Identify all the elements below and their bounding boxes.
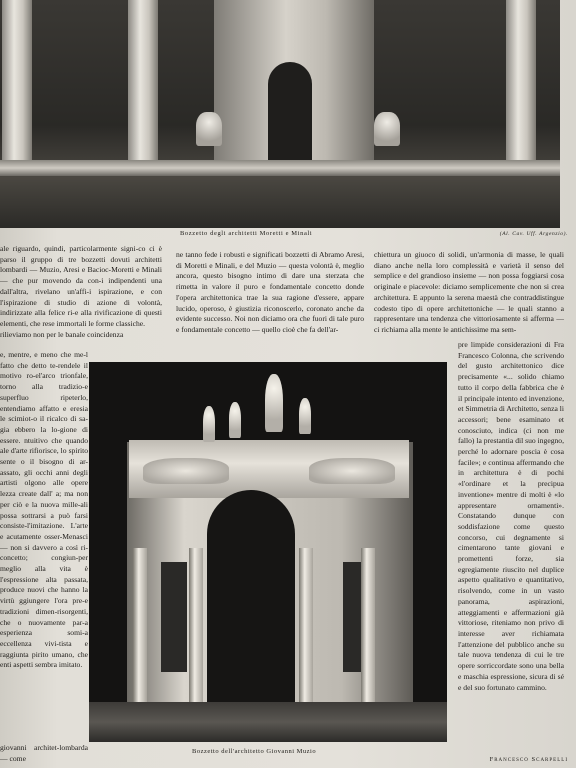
column-shape	[128, 0, 158, 170]
photo-credit: (Al. Cav. Uff. Argenzio).	[499, 231, 568, 237]
photo-base	[89, 702, 447, 742]
text-column-left	[0, 244, 162, 340]
paragraph: giovanni architet-lombarda — come	[0, 743, 88, 763]
column-shape	[2, 0, 32, 170]
big-photo-arch-muzio	[89, 362, 447, 742]
paragraph: ne tanno fede i robusti e significati bozzetti di Abramo Aresi, di Moretti e Minali, e del Muzio — questa volontà è, meglio ancora, questo bisogno intimo di dare una sterzata che rimetta in valore il puro e fondamentale concetto donde l'opera architettonica trae la sua ragione d'essere, appare lucido, operoso, è giustizia riconoscerlo, coronato anche da evidente successo. Noi non diciamo ora che fuori di tale puro e fondamentale concetto — quello cioè che fa dell'ar-	[176, 250, 364, 334]
top-photo-caption-row	[0, 228, 576, 242]
arch-opening	[207, 490, 295, 704]
relief-left	[143, 458, 229, 484]
statue-shape	[299, 398, 311, 434]
statue-shape	[374, 112, 400, 146]
paragraph: ale riguardo, quindi, particolarmente signi-co ci è parso il gruppo di tre bozzetti dovuti architetti lombardi — Muzio, Aresi e Bacioc-Moretti e Minali — che pur movendo da con-i indipendenti una dall'altra, rivelano un'affi-i ispirazione, e con l'ispirazione di studio di azione di volontà, indirizzate alla felice ri-e alla rivificazione di questi elementi, che rese immortali le forme classiche.	[0, 244, 162, 328]
text-column-middle	[176, 250, 364, 336]
big-photo-caption: Bozzetto dell'architetto Giovanni Muzio	[192, 748, 317, 755]
statue-shape	[203, 406, 215, 442]
column-shape	[506, 0, 536, 170]
paragraph: chiettura un giuoco di solidi, un'armonia di masse, le quali diano anche nella loro complessità e varietà il senso del semplice e del grandioso insieme — non possa foggiarsi cosa originale e piacevole: diciamo semplicemente che non si crea architettura. E appunto la serena maestà che contraddistingue codesto tipo di opere architettoniche — le quali stanno a rappresentare una tendenza che vittoriosamente si afferma — ci richiama alla mente le antichissime ma sem-	[374, 250, 564, 334]
arch-model	[214, 0, 374, 160]
statue-shape	[265, 374, 283, 432]
pillar	[133, 548, 147, 704]
arch-opening	[268, 62, 312, 160]
paragraph: pre limpide considerazioni di Fra Francesco Colonna, che scrivendo del gusto architettonico dice precisamente «... solido chiamo tutto il corpo della fabbrica che è il principale intento ed invenzione, et Simmetria di Architetto, senza li accessori; bene esaminato et conosciuto, indica (ci non me fallo) la prestantia dil suo ingegno, perché lo adornare poscia è cosa facile»; e continua affermando che in architettura è di pochi «l'ordinare et la precipua inventione» mentre di molti è «lo appresentare ornamenti». Constatando dunque con soddisfazione come questo concorso, cui degnamente si cimentarono tante giovani e promettenti forze, sia egregiamente riuscito nel duplice aspetto qualitativo e quantitativo, risolvendo, come in un vasto panorama, aspirazioni, atteggiamenti e affermazioni già vittoriose, riteniamo non privo di interesse aver richiamata l'attenzione del pubblico anche su tale nuova tendenza di cui le tre opere sorriccordate sono una bella e maschia espressione, sicura di sé e del suo fortunato cammino.	[458, 340, 564, 692]
pillar	[189, 548, 203, 704]
top-photo-arch-moretti-minali	[0, 0, 560, 228]
author-signature: Francesco Scarpelli	[489, 756, 568, 763]
text-column-left-lower	[0, 350, 88, 742]
niche-left	[161, 562, 187, 672]
text-left-bottom	[0, 743, 88, 764]
top-photo-caption: Bozzetto degli architetti Moretti e Minali	[180, 230, 313, 237]
statue-shape	[196, 112, 222, 146]
statue-shape	[229, 402, 241, 438]
paragraph: e, mentre, e meno che me-l fatto che detto te-rendele il motivo ro-el'arco trionfale, torno alla tradizio-e superfluo ripeterlo, entendiamo affatto e eresia le scimiot-o il ricalco di sa-gia ebbero la lo-gione di essere. ntuitivo che quando ale d'arte rifiorisce, lo spirito sente o il bisogno di ar-assato, gli occhi anni degli artisti olgono alle opere lezza create dall' a; ma non per ciò e la nuova mille-ali possa sottrarsi a può farsi consiste-l'imitazione. L'arte e acutamente osser-Menasci — non si davvero a così ri-concetto; congiun-per meglio alla vita è l'espressione alta passata, produce nuovi che hanno la virtù ggiungere l'ora pre-e tradizioni dimen-risorgenti, che o nuovamente par-a esperienza somi-a eccellenza vivi-tista e raggiunta pirito umano, che enti aspetti sembra imitato.	[0, 350, 88, 670]
pedestal-ledge	[0, 160, 560, 176]
pillar	[299, 548, 313, 704]
paragraph: rilieviamo non per le banale coincidenza	[0, 329, 124, 339]
relief-right	[309, 458, 395, 484]
pillar	[361, 548, 375, 704]
text-column-right	[374, 250, 564, 336]
text-column-right-lower	[458, 340, 564, 750]
